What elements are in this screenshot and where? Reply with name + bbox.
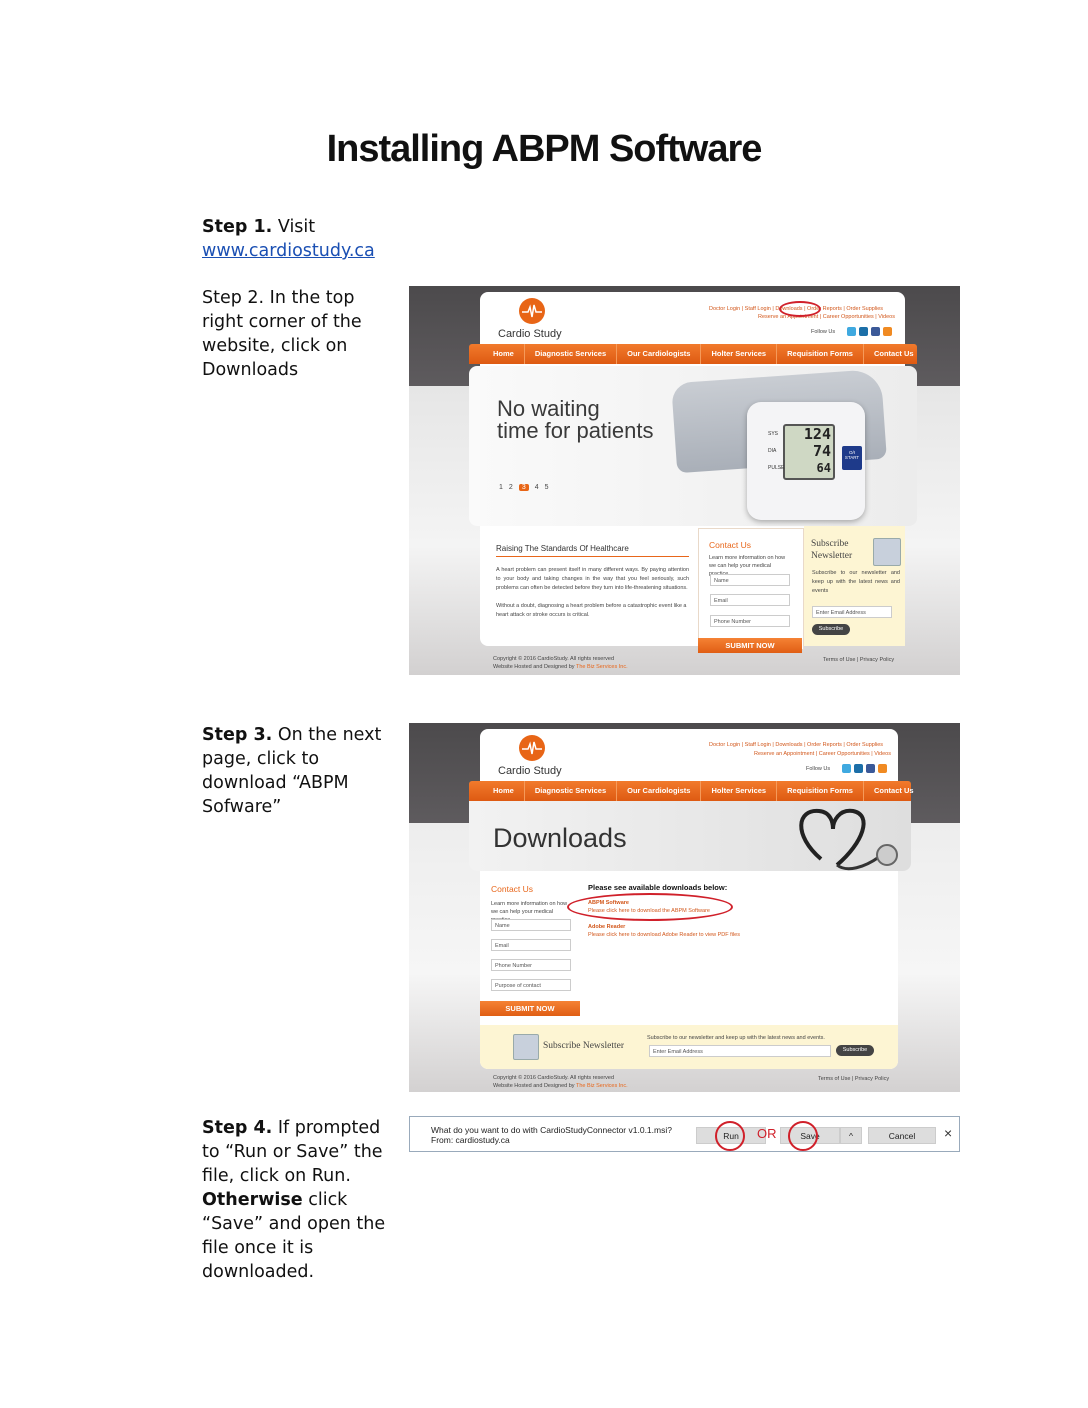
submit-button[interactable]: SUBMIT NOW [698,638,802,653]
homepage-screenshot [409,286,960,675]
site-nav [469,344,917,364]
nav-cardiologists[interactable]: Our Cardiologists [617,344,701,364]
step-4-label: Step 4. [202,1118,273,1138]
step-2-text: . In the top right corner of the website, click on Downloads [202,288,362,380]
sys-label: SYS [768,431,779,437]
nav-contact[interactable]: Contact Us [873,349,914,358]
hero-line-2: time for patients [497,418,654,443]
abpm-highlight [567,893,733,921]
hero-pager [499,484,549,491]
nav-diagnostic[interactable]: Diagnostic Services [525,344,617,364]
step-4 [202,1116,397,1284]
raising-p1: A heart problem can present itself in many different ways. By paying attention to your body and taking changes in the way that you feel seriously, such problems can often be detected before they turn into life-threatening situations. [496,567,689,591]
follow-us: Follow Us [811,329,836,335]
website-link[interactable]: www.cardiostudy.ca [202,241,375,261]
dia-label: DIA [768,448,777,454]
step-1-text: Visit [272,217,316,237]
nav-diagnostic-2[interactable]: Diagnostic Services [525,781,617,801]
facebook-icon[interactable] [871,327,880,336]
monitor-pulse: 64 [816,461,831,475]
run-button[interactable]: Run [696,1127,766,1144]
step-4-text2: click “Save” and open the file once it is downloaded. [202,1190,386,1282]
top-links-b[interactable]: Doctor Login | Staff Login | Downloads | Order Reports | Order Supplies [709,742,884,748]
copyright-2: Copyright © 2016 CardioStudy. All rights reserved [493,1075,615,1081]
nav-contact-2[interactable]: Contact Us [873,786,914,795]
envelope-icon [873,538,901,566]
pager-1[interactable]: 1 [499,484,503,491]
terms-links-2[interactable]: Terms of Use | Privacy Policy [818,1076,890,1082]
download-prompt-bar [409,1116,960,1152]
hosted-by-link[interactable]: The Biz Services Inc. [575,664,628,670]
cardio-logo-icon [519,298,545,324]
site-nav-2 [469,781,914,801]
monitor-dia: 74 [812,442,831,460]
adobe-download-link[interactable]: Please click here to download Adobe Reader to view PDF files [588,932,740,938]
nav-holter[interactable]: Holter Services [701,344,777,364]
step-3 [202,723,397,819]
step-4-text: If prompted to “Run or Save” the file, click on Run. [202,1118,383,1186]
hosted-2 [493,1083,628,1089]
downloads-highlight [779,301,821,317]
page-title: Installing ABPM Software [326,128,762,170]
step-1-label: Step 1. [202,217,273,237]
envelope-icon-2 [513,1034,539,1060]
run-highlight [715,1121,745,1151]
save-options-caret-icon[interactable]: ^ [840,1127,862,1144]
adobe-title[interactable]: Adobe Reader [588,924,626,930]
step-3-label: Step 3. [202,725,273,745]
or-label: OR [757,1126,777,1141]
follow-us-2: Follow Us [806,766,831,772]
bp-monitor-image [747,402,865,520]
phone-field[interactable]: Phone Number [710,615,790,627]
contact-title: Contact Us [709,540,752,550]
rss-icon-2[interactable] [878,764,887,773]
step-3-text: On the next page, click to download “ABPM Sofware” [202,725,382,817]
name-field-2[interactable]: Name [491,919,571,931]
email-subscribe-field-2[interactable]: Enter Email Address [649,1045,831,1057]
raising-divider [496,556,689,557]
monitor-display [783,424,835,480]
nav-cardiologists-2[interactable]: Our Cardiologists [617,781,701,801]
cardio-logo-icon-2 [519,735,545,761]
nav-home-2[interactable]: Home [469,781,525,801]
name-field[interactable]: Name [710,574,790,586]
raising-title: Raising The Standards Of Healthcare [496,544,629,553]
facebook-icon-2[interactable] [866,764,875,773]
abpm-title[interactable]: ABPM Software [588,900,629,906]
step-2-label: Step 2 [202,288,259,308]
email-field[interactable]: Email [710,594,790,606]
step-4-label2: Otherwise [202,1190,303,1210]
purpose-select[interactable]: Purpose of contact [491,979,571,991]
save-button[interactable]: Save [780,1127,840,1144]
twitter-icon-2[interactable] [842,764,851,773]
top-links[interactable]: Doctor Login | Staff Login | Downloads | Order Reports | Order Supplies [709,306,884,312]
stethoscope-heart-icon [787,803,905,871]
pager-4[interactable]: 4 [534,484,539,491]
nav-requisition-2[interactable]: Requisition Forms [777,781,864,801]
available-downloads: Please see available downloads below: [588,883,728,892]
pager-2[interactable]: 2 [508,484,513,491]
email-field-2[interactable]: Email [491,939,571,951]
subscribe-text-2: Subscribe to our newsletter and keep up with the latest news and events. [647,1035,825,1041]
abpm-download-link[interactable]: Please click here to download the ABPM Software [588,908,710,914]
top-links-b2[interactable]: Reserve an Appointment | Career Opportunities | Videos [754,751,891,757]
prompt-text [431,1125,672,1145]
save-highlight [788,1121,818,1151]
pager-3[interactable]: 3 [519,484,529,491]
downloads-heading: Downloads [493,823,627,853]
hero-line-1: No waiting [497,396,600,421]
linkedin-icon-2[interactable] [854,764,863,773]
raising-p2: Without a doubt, diagnosing a heart problem before a catastrophic event like a heart attack or stroke occurs is critical. [496,603,687,618]
hosted [493,664,628,670]
subscribe-button[interactable]: Subscribe [812,624,850,635]
copyright: Copyright © 2016 CardioStudy. All rights reserved [493,656,615,662]
monitor-sys: 124 [803,425,831,443]
pager-5[interactable]: 5 [544,484,549,491]
hosted-text: Website Hosted and Designed by [493,664,576,670]
pulse-label: PULSE [768,465,785,471]
phone-field-2[interactable]: Phone Number [491,959,571,971]
subscribe-title: Subscribe Newsletter [811,539,853,561]
top-links-2[interactable]: Reserve an Appointment | Career Opportunities | Videos [758,314,895,320]
downloads-screenshot [409,723,960,1092]
nav-home[interactable]: Home [469,344,525,364]
hero-text [497,398,654,442]
close-icon[interactable]: × [944,1125,953,1141]
submit-button-2[interactable]: SUBMIT NOW [480,1001,580,1016]
monitor-labels [768,426,784,477]
step-1 [202,215,397,263]
subscribe-text: Subscribe to our newsletter and keep up with the latest news and events [812,570,900,594]
cancel-button[interactable]: Cancel [868,1127,936,1144]
prompt-from: From: cardiostudy.ca [431,1135,510,1145]
terms-links[interactable]: Terms of Use | Privacy Policy [823,657,895,663]
contact-title-2: Contact Us [491,884,534,894]
hosted-text-2: Website Hosted and Designed by [493,1083,576,1089]
email-subscribe-field[interactable]: Enter Email Address [812,606,892,618]
contact-sub: Learn more information on how we can help your medical [709,555,786,569]
linkedin-icon[interactable] [859,327,868,336]
contact-sub-2: Learn more information on how we can help your medical [491,901,568,915]
subscribe-title-2: Subscribe Newsletter [543,1041,624,1051]
step-2 [202,286,397,382]
monitor-start-button: O/I START [842,446,862,470]
nav-requisition[interactable]: Requisition Forms [777,344,864,364]
site-brand-2: Cardio Study [498,765,562,777]
prompt-question: What do you want to do with CardioStudyConnector v1.0.1.msi? [431,1125,672,1135]
nav-holter-2[interactable]: Holter Services [701,781,777,801]
rss-icon[interactable] [883,327,892,336]
twitter-icon[interactable] [847,327,856,336]
subscribe-button-2[interactable]: Subscribe [836,1045,874,1056]
site-brand: Cardio Study [498,328,562,340]
hosted-by-link-2[interactable]: The Biz Services Inc. [575,1083,628,1089]
